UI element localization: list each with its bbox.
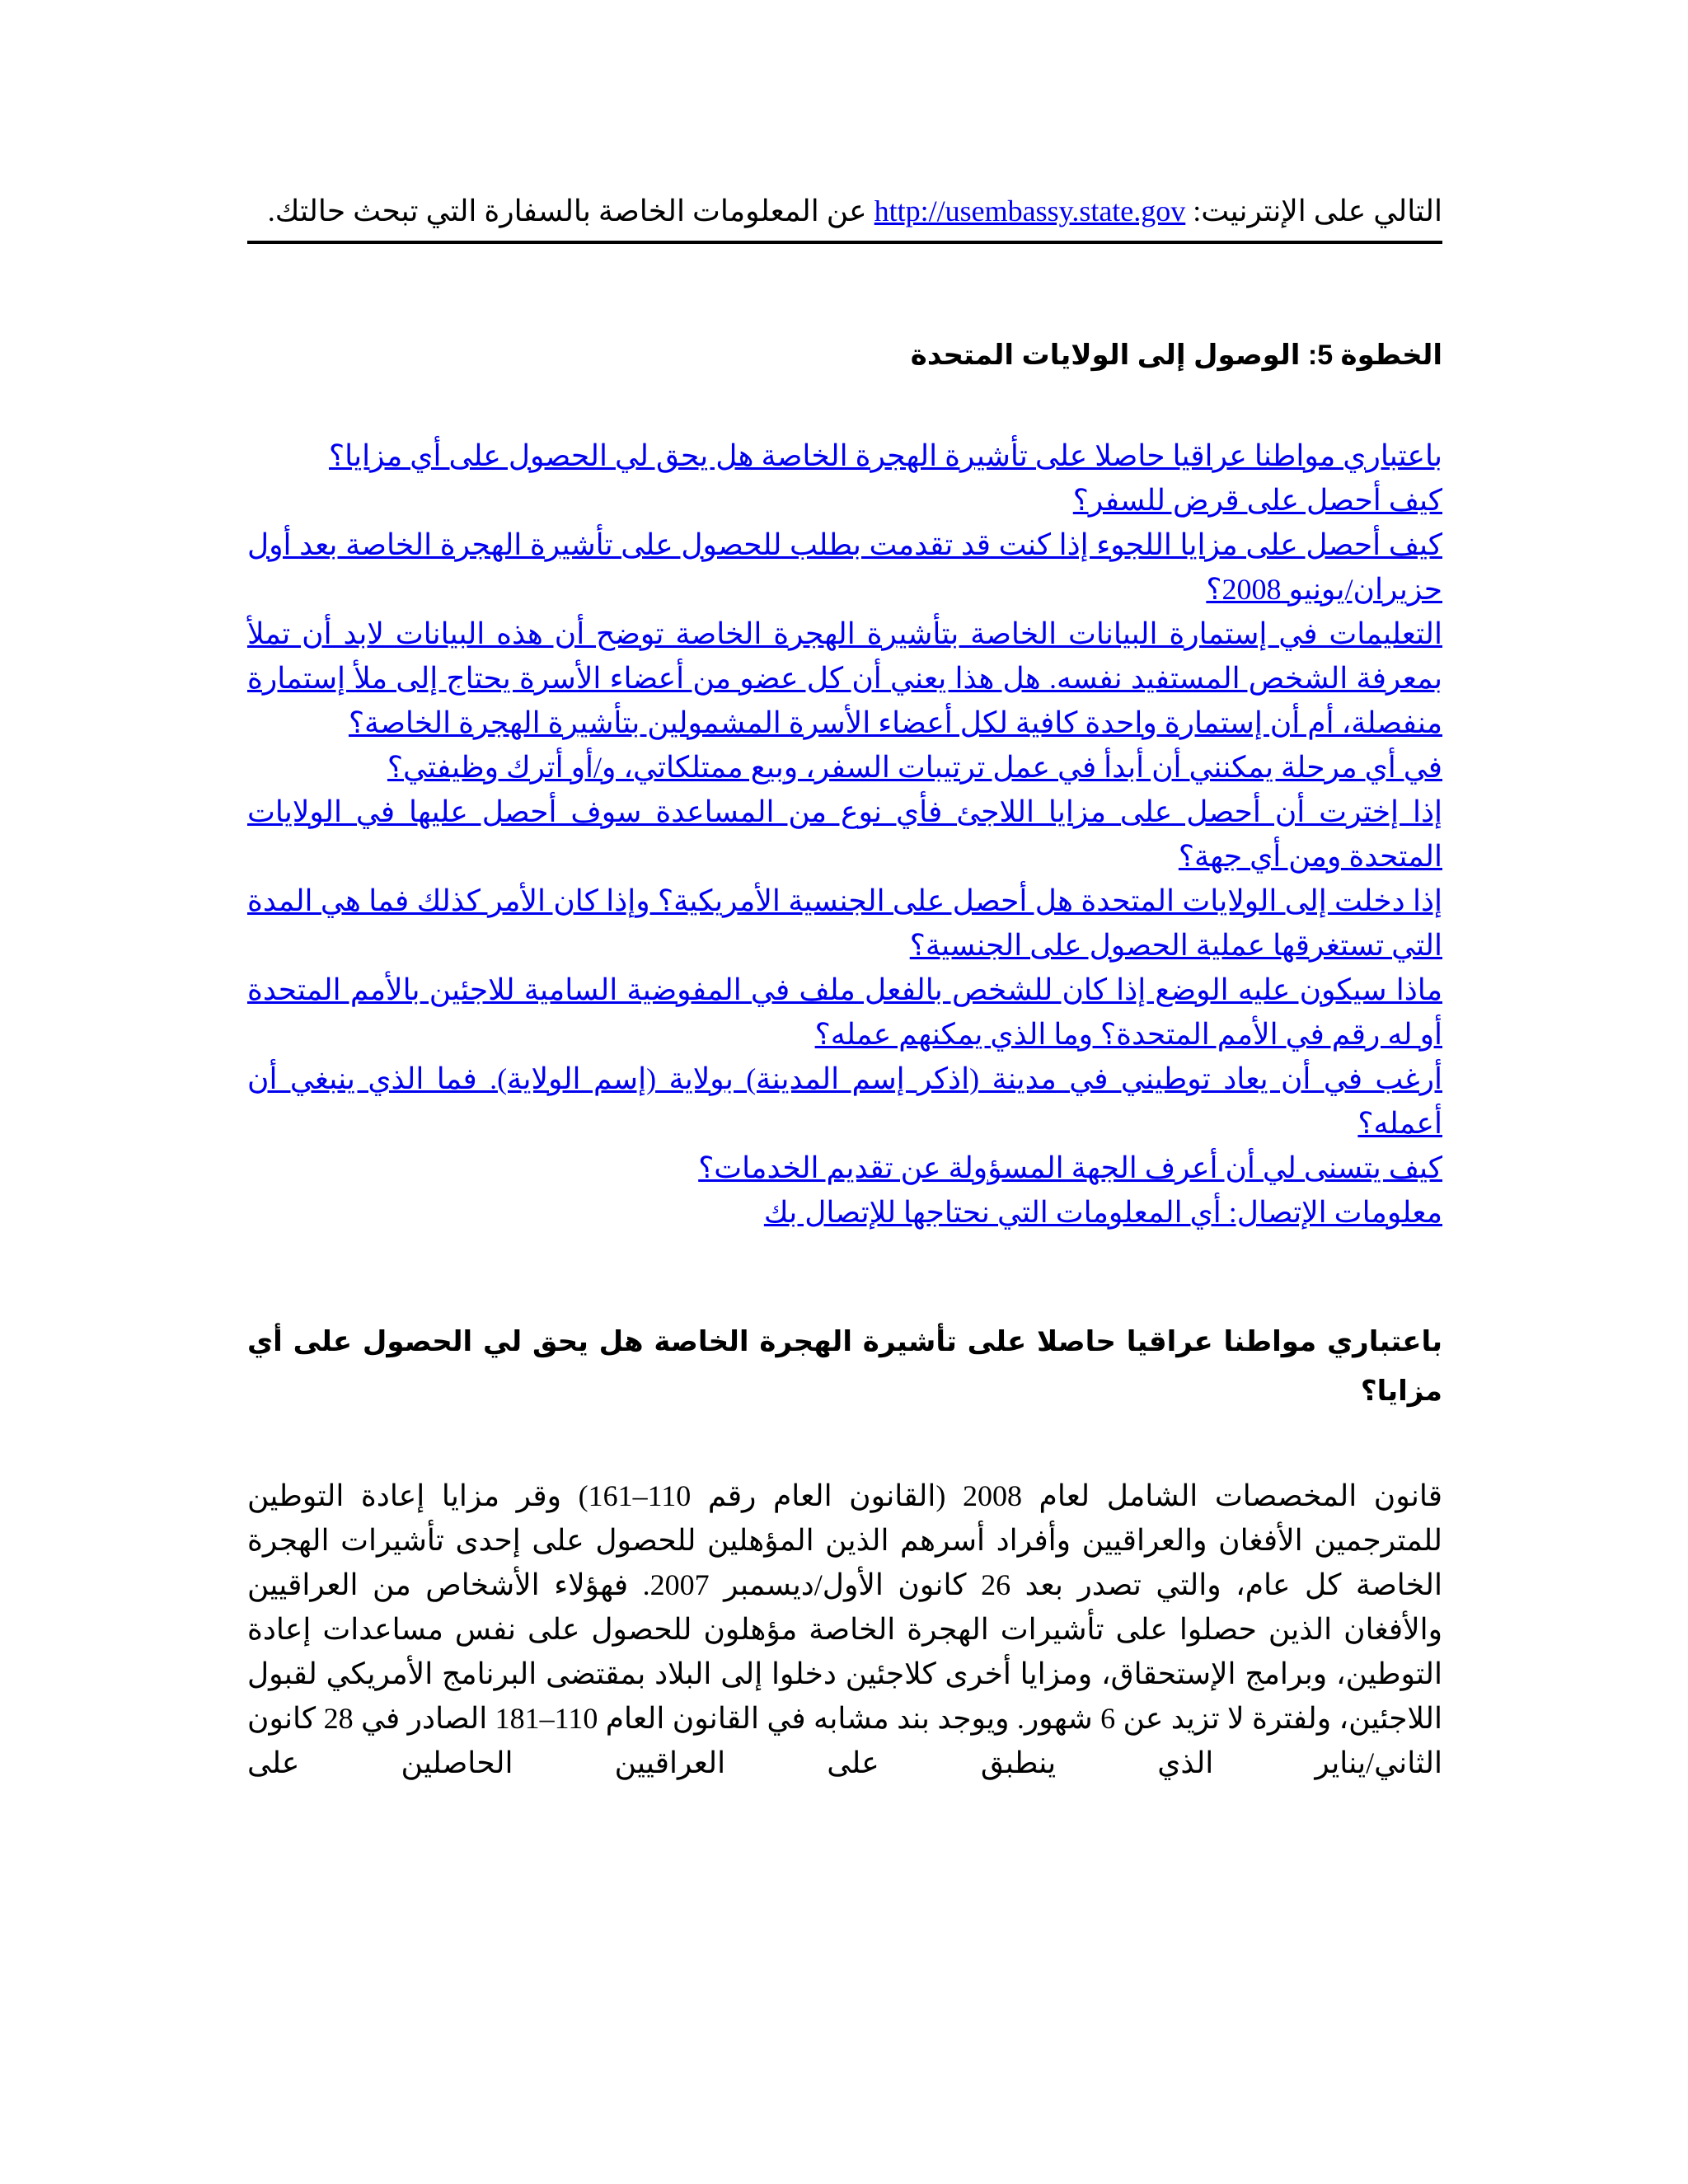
question-link-4[interactable]: التعليمات في إستمارة البيانات الخاصة بتأشيرة الهجرة الخاصة توضح أن هذه البيانات لابد أن تملأ بمعرفة الشخص المستفيد نفسه. هل هذا يعني أن كل عضو من أعضاء الأسرة يحتاج إلى ملأ إستمارة منفصلة، أم أن إستمارة واحدة كافية لكل أعضاء الأسرة المشمولين بتأشيرة الهجرة الخاصة؟ <box>247 617 1442 739</box>
horizontal-rule <box>247 241 1442 244</box>
list-item <box>247 745 1442 790</box>
question-link-6[interactable]: إذا إخترت أن أحصل على مزايا اللاجئ فأي نوع من المساعدة سوف أحصل عليها في الولايات المتحدة ومن أي جهة؟ <box>247 795 1442 873</box>
question-link-9[interactable]: أرغب في أن يعاد توطيني في مدينة (اذكر إسم المدينة) بولاية (إسم الولاية). فما الذي ينبغي أن أعمله؟ <box>247 1062 1442 1140</box>
question-link-3[interactable]: كيف أحصل على مزايا اللجوء إذا كنت قد تقدمت بطلب للحصول على تأشيرة الهجرة الخاصة بعد أول حزيران/يونيو 2008؟ <box>247 528 1442 606</box>
intro-paragraph <box>247 190 1442 232</box>
question-link-11[interactable]: معلومات الإتصال: أي المعلومات التي نحتاجها للإتصال بك <box>763 1196 1442 1229</box>
list-item <box>247 790 1442 879</box>
intro-text-after: عن المعلومات الخاصة بالسفارة التي تبحث حالتك. <box>267 194 874 227</box>
list-item <box>247 1190 1442 1235</box>
list-item <box>247 612 1442 745</box>
question-links-list <box>247 434 1442 1235</box>
question-link-7[interactable]: إذا دخلت إلى الولايات المتحدة هل أحصل على الجنسية الأمريكية؟ وإذا كان الأمر كذلك فما هي المدة التي تستغرقها عملية الحصول على الجنسية؟ <box>247 884 1442 962</box>
list-item <box>247 1146 1442 1190</box>
question-link-8[interactable]: ماذا سيكون عليه الوضع إذا كان للشخص بالفعل ملف في المفوضية السامية للاجئين بالأمم المتحدة أو له رقم في الأمم المتحدة؟ وما الذي يمكنهم عمله؟ <box>247 973 1442 1051</box>
list-item <box>247 968 1442 1057</box>
list-item <box>247 1057 1442 1146</box>
question-link-1[interactable]: باعتباري مواطنا عراقيا حاصلا على تأشيرة الهجرة الخاصة هل يحق لي الحصول على أي مزايا؟ <box>329 439 1442 472</box>
list-item <box>247 879 1442 968</box>
question-link-2[interactable]: كيف أحصل على قرض للسفر؟ <box>1072 484 1442 517</box>
question-link-5[interactable]: في أي مرحلة يمكنني أن أبدأ في عمل ترتيبات السفر، وبيع ممتلكاتي، و/أو أترك وظيفتي؟ <box>387 751 1442 784</box>
question-title: باعتباري مواطنا عراقيا حاصلا على تأشيرة الهجرة الخاصة هل يحق لي الحصول على أي مزايا؟ <box>247 1326 1442 1407</box>
list-item <box>247 523 1442 612</box>
intro-text-before: التالي على الإنترنيت: <box>1185 194 1442 227</box>
question-link-10[interactable]: كيف يتسنى لي أن أعرف الجهة المسؤولة عن تقديم الخدمات؟ <box>698 1151 1442 1184</box>
embassy-link[interactable]: http://usembassy.state.gov <box>874 194 1186 227</box>
document-page <box>247 190 1442 1785</box>
body-paragraph: قانون المخصصات الشامل لعام 2008 (القانون العام رقم 110–161) وقر مزايا إعادة التوطين للمترجمين الأفغان والعراقيين وأفراد أسرهم الذين المؤهلين للحصول على إحدى تأشيرات الهجرة الخاصة كل عام، والتي تصدر بعد 26 كانون الأول/ديسمبر 2007. فهؤلاء الأشخاص من العراقيين والأفغان الذين حصلوا على تأشيرات الهجرة الخاصة مؤهلون للحصول على نفس مساعدات إعادة التوطين، وبرامج الإستحقاق، ومزايا أخرى كلاجئين دخلوا إلى البلاد بمقتضى البرنامج الأمريكي لقبول اللاجئين، ولفترة لا تزيد عن 6 شهور. ويوجد بند مشابه في القانون العام 110–181 الصادر في 28 كانون الثاني/يناير الذي ينطبق على العراقيين الحاصلين على <box>247 1479 1443 1779</box>
list-item <box>247 478 1442 523</box>
list-item <box>247 434 1442 478</box>
step-heading: الخطوة 5: الوصول إلى الولايات المتحدة <box>910 340 1442 371</box>
